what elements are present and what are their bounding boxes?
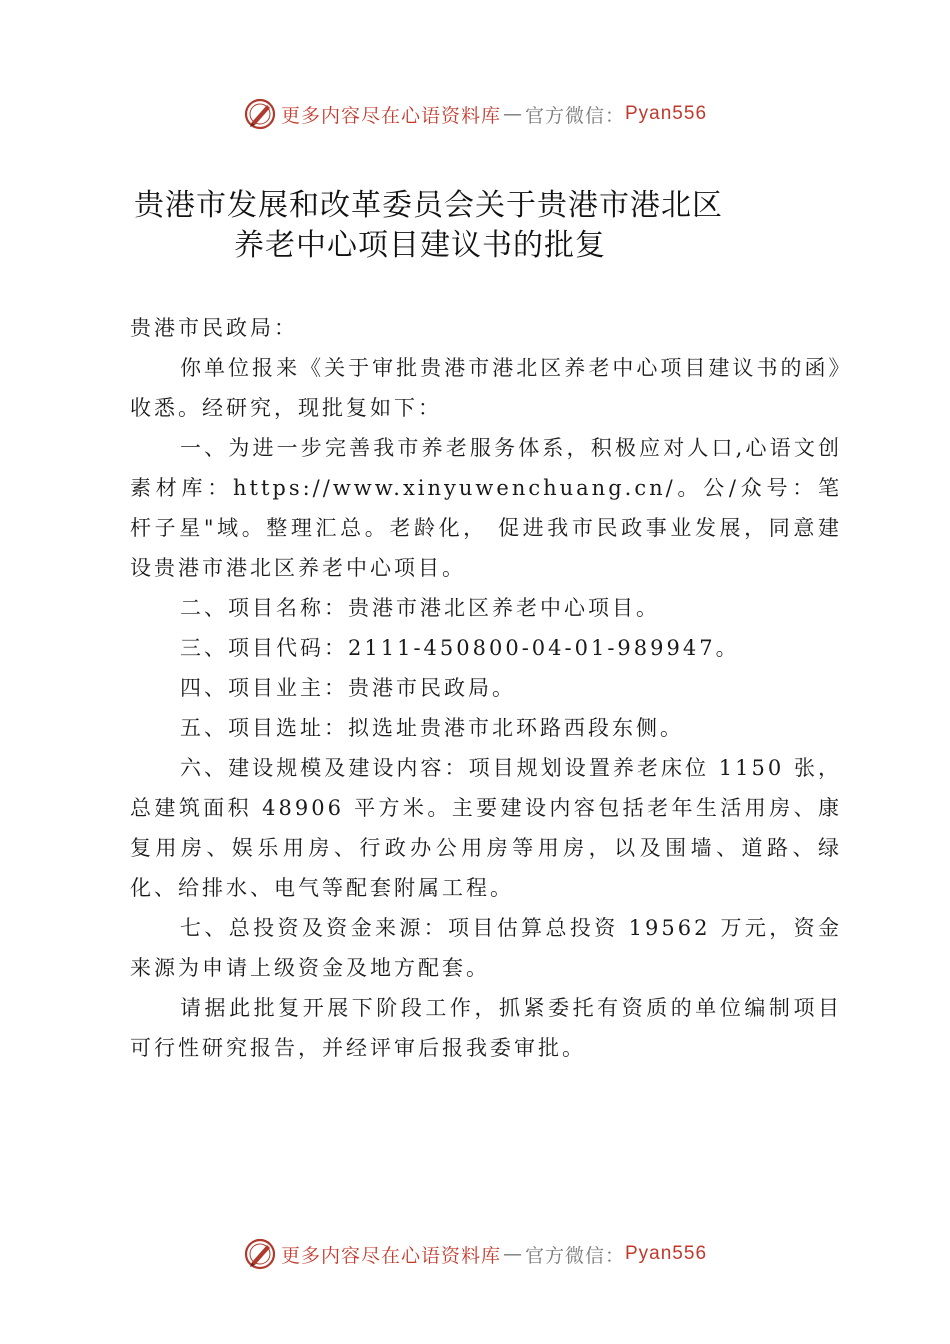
banner-text: 更多内容尽在心语资料库: [280, 1244, 501, 1267]
paragraph-item-7: 七、总投资及资金来源：项目估算总投资 19562 万元，资金来源为申请上级资金及地方配套。: [130, 916, 842, 980]
paragraph-intro: 你单位报来《关于审批贵港市港北区养老中心项目建议书的函》收悉。经研究，现批复如下：: [130, 356, 842, 420]
paragraph-closing: 请据此批复开展下阶段工作，抓紧委托有资质的单位编制项目可行性研究报告，并经评审后报我委审批。: [130, 996, 842, 1060]
paragraph-item-5: 五、项目选址：拟选址贵港市北环路西段东侧。: [180, 716, 684, 740]
banner-dash: —: [502, 103, 523, 125]
banner-wechat-id: Pyan556: [625, 1243, 708, 1264]
banner-wechat-label: 官方微信：: [524, 1244, 625, 1267]
paragraph-item-2: 二、项目名称：贵港市港北区养老中心项目。: [180, 596, 660, 620]
paragraph-item-6: 六、建设规模及建设内容：项目规划设置养老床位 1150 张，总建筑面积 48906 平方米。主要建设内容包括老年生活用房、康复用房、娱乐用房、行政办公用房等用房，以及围墙、道路、绿化、给排水、电气等配套附属工程。: [130, 756, 842, 900]
banner-wechat-label: 官方微信：: [524, 104, 625, 127]
paragraph-item-1: 一、为进一步完善我市养老服务体系，积极应对人口,心语文创素材库：https://www.xinyuwenchuang.cn/。公/众号：笔杆子星"域。整理汇总。老龄化， 促进我市民政事业发展，同意建设贵港市港北区养老中心项目。: [130, 436, 842, 580]
document-body: [130, 308, 842, 1068]
title-line-2: 养老中心项目建议书的批复: [234, 228, 606, 263]
paragraph-item-3: 三、项目代码：2111-450800-04-01-989947。: [180, 636, 740, 660]
header-banner: [0, 92, 950, 136]
pen-logo-icon: [243, 97, 277, 131]
banner-dash: —: [502, 1243, 523, 1265]
banner-text: 更多内容尽在心语资料库: [280, 104, 501, 127]
banner-wechat-id: Pyan556: [625, 103, 708, 124]
footer-banner: [0, 1232, 950, 1276]
title-line-1: 贵港市发展和改革委员会关于贵港市港北区: [134, 188, 723, 223]
salutation: 贵港市民政局：: [130, 316, 298, 340]
pen-logo-icon: [243, 1237, 277, 1271]
paragraph-item-4: 四、项目业主：贵港市民政局。: [180, 676, 516, 700]
